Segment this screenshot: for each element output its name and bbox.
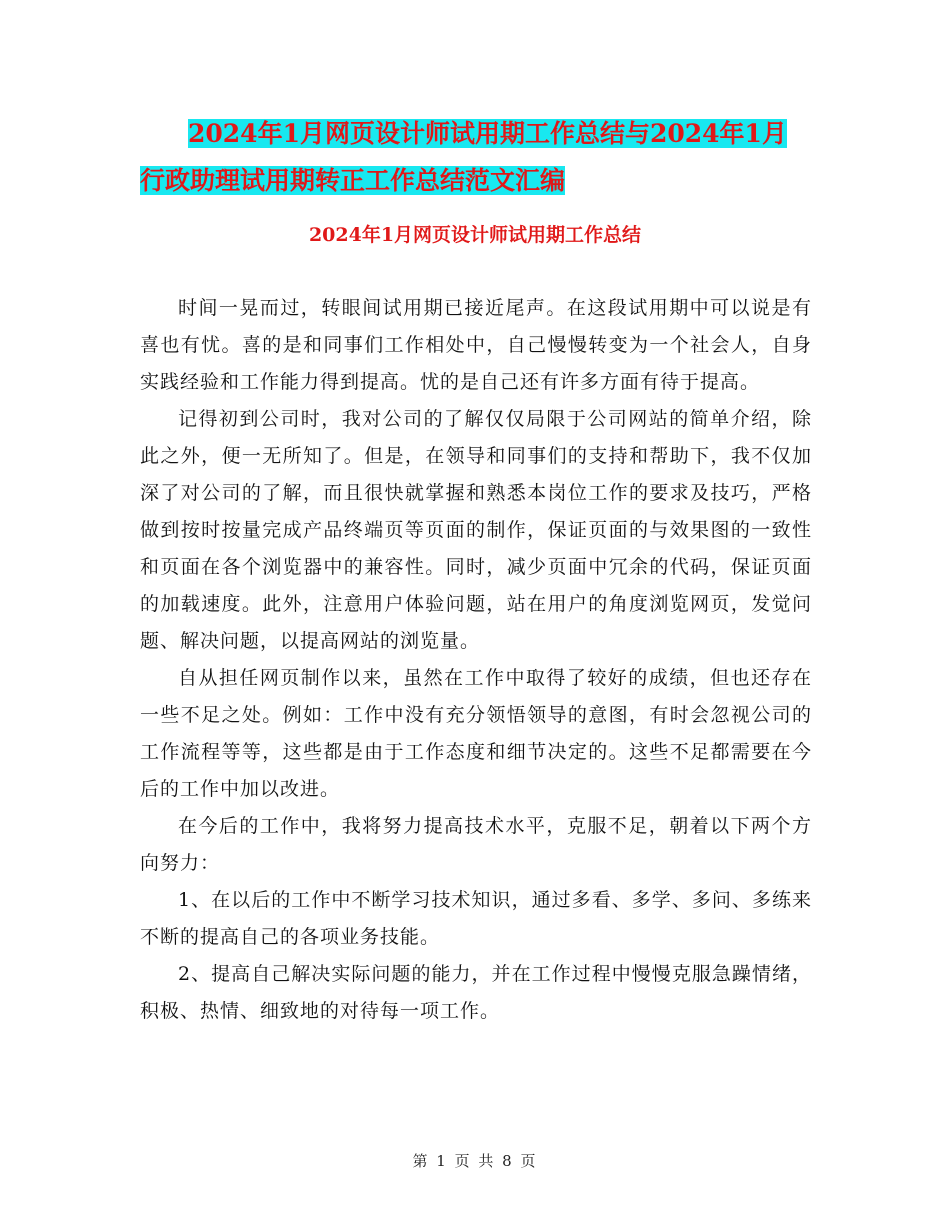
document-title bbox=[140, 110, 820, 204]
paragraph: 在今后的工作中，我将努力提高技术水平，克服不足，朝着以下两个方向努力： bbox=[140, 815, 812, 874]
paragraph: 时间一晃而过，转眼间试用期已接近尾声。在这段试用期中可以说是有喜也有忧。喜的是和同事们工作相处中，自己慢慢转变为一个社会人，自身实践经验和工作能力得到提高。忧的是自己还有许多方面有待于提高。 bbox=[140, 297, 812, 393]
page-footer bbox=[0, 1150, 950, 1171]
document-body bbox=[140, 290, 812, 1030]
paragraph: 自从担任网页制作以来，虽然在工作中取得了较好的成绩，但也还存在一些不足之处。例如：工作中没有充分领悟领导的意图，有时会忽视公司的工作流程等等，这些都是由于工作态度和细节决定的。这些不足都需要在今后的工作中加以改进。 bbox=[140, 667, 812, 800]
page-number-label: 第 1 页 共 8 页 bbox=[412, 1152, 538, 1170]
document-title-line-2: 行政助理试用期转正工作总结范文汇编 bbox=[140, 166, 566, 195]
list-item: 2、提高自己解决实际问题的能力，并在工作过程中慢慢克服急躁情绪，积极、热情、细致地的对待每一项工作。 bbox=[140, 963, 812, 1022]
document-title-line-1: 2024年1月网页设计师试用期工作总结与2024年1月 bbox=[188, 119, 787, 148]
list-item: 1、在以后的工作中不断学习技术知识，通过多看、多学、多问、多练来不断的提高自己的各项业务技能。 bbox=[140, 889, 812, 948]
paragraph: 记得初到公司时，我对公司的了解仅仅局限于公司网站的简单介绍，除此之外，便一无所知了。但是，在领导和同事们的支持和帮助下，我不仅加深了对公司的了解，而且很快就掌握和熟悉本岗位工作的要求及技巧，严格做到按时按量完成产品终端页等页面的制作，保证页面的与效果图的一致性和页面在各个浏览器中的兼容性。同时，减少页面中冗余的代码，保证页面的加载速度。此外，注意用户体验问题，站在用户的角度浏览网页，发觉问题、解决问题，以提高网站的浏览量。 bbox=[140, 408, 812, 652]
section-title: 2024年1月网页设计师试用期工作总结 bbox=[308, 224, 642, 246]
